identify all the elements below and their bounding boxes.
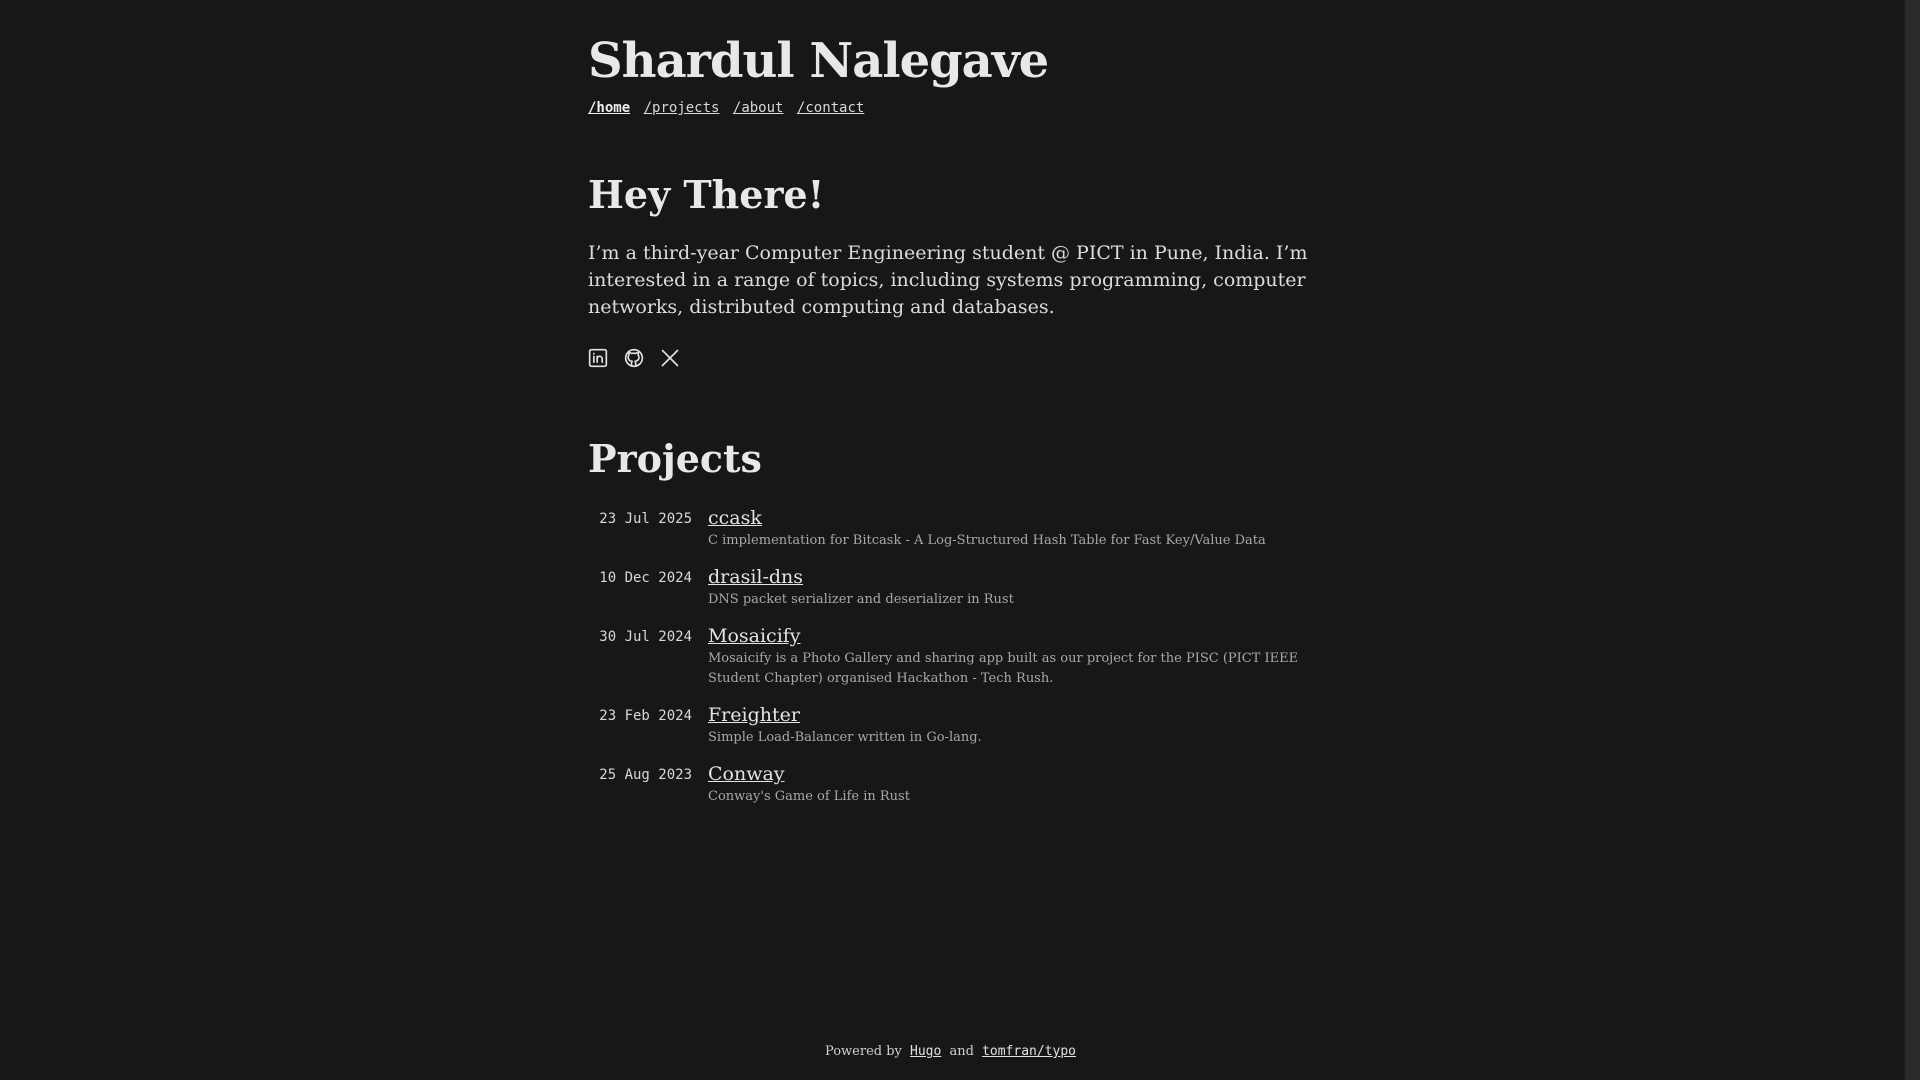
- project-date: 30 Jul 2024: [599, 629, 692, 645]
- project-date: 25 Aug 2023: [599, 767, 692, 783]
- project-link[interactable]: drasil-dns: [708, 566, 804, 588]
- project-date: 23 Jul 2025: [599, 511, 692, 527]
- project-link[interactable]: Freighter: [708, 704, 800, 726]
- project-link[interactable]: ccask: [708, 507, 762, 529]
- x-icon[interactable]: [660, 348, 680, 368]
- project-description: DNS packet serializer and deserializer in Rust: [708, 592, 1014, 607]
- footer-powered-by: Powered by: [824, 1044, 902, 1059]
- project-link[interactable]: Mosaicify: [708, 625, 801, 647]
- project-item: [588, 623, 1316, 689]
- project-item: [588, 505, 1316, 551]
- linkedin-icon[interactable]: [588, 348, 608, 368]
- project-date: 10 Dec 2024: [599, 570, 692, 586]
- project-description: Simple Load-Balancer written in Go-lang.: [708, 730, 982, 745]
- project-description: C implementation for Bitcask - A Log-Structured Hash Table for Fast Key/Value Data: [708, 533, 1266, 548]
- theme-link[interactable]: tomfran/typo: [982, 1044, 1076, 1059]
- hugo-link[interactable]: Hugo: [910, 1044, 942, 1059]
- project-description: Mosaicify is a Photo Gallery and sharing app built as our project for the PISC (PICT IEEE Student Chapter) organised Hackathon - Tech Rush.: [708, 651, 1299, 686]
- nav-projects-link[interactable]: /projects: [643, 100, 720, 116]
- project-item: [588, 702, 1316, 748]
- intro-heading: Hey There!: [588, 172, 825, 217]
- footer-and: and: [949, 1044, 974, 1059]
- projects-heading: Projects: [588, 436, 762, 481]
- project-link[interactable]: Conway: [708, 763, 785, 785]
- social-links: [588, 348, 680, 368]
- main-container: [588, 0, 1316, 804]
- project-list: [588, 505, 1316, 820]
- nav-home-link[interactable]: /home: [588, 100, 631, 116]
- project-item: [588, 564, 1316, 610]
- intro-text: I’m a third-year Computer Engineering student @ PICT in Pune, India. I’m interested in a range of topics, including systems programming, computer networks, distributed computing and databases.: [588, 242, 1308, 318]
- nav-about-link[interactable]: /about: [732, 100, 784, 116]
- top-nav: [588, 99, 1316, 117]
- site-title[interactable]: Shardul Nalegave: [588, 33, 1049, 89]
- project-date: 23 Feb 2024: [599, 708, 692, 724]
- footer: [0, 1044, 1905, 1059]
- github-icon[interactable]: [624, 348, 644, 368]
- project-item: [588, 761, 1316, 807]
- scrollbar[interactable]: [1904, 0, 1920, 1080]
- project-description: Conway's Game of Life in Rust: [708, 789, 910, 804]
- nav-contact-link[interactable]: /contact: [796, 100, 865, 116]
